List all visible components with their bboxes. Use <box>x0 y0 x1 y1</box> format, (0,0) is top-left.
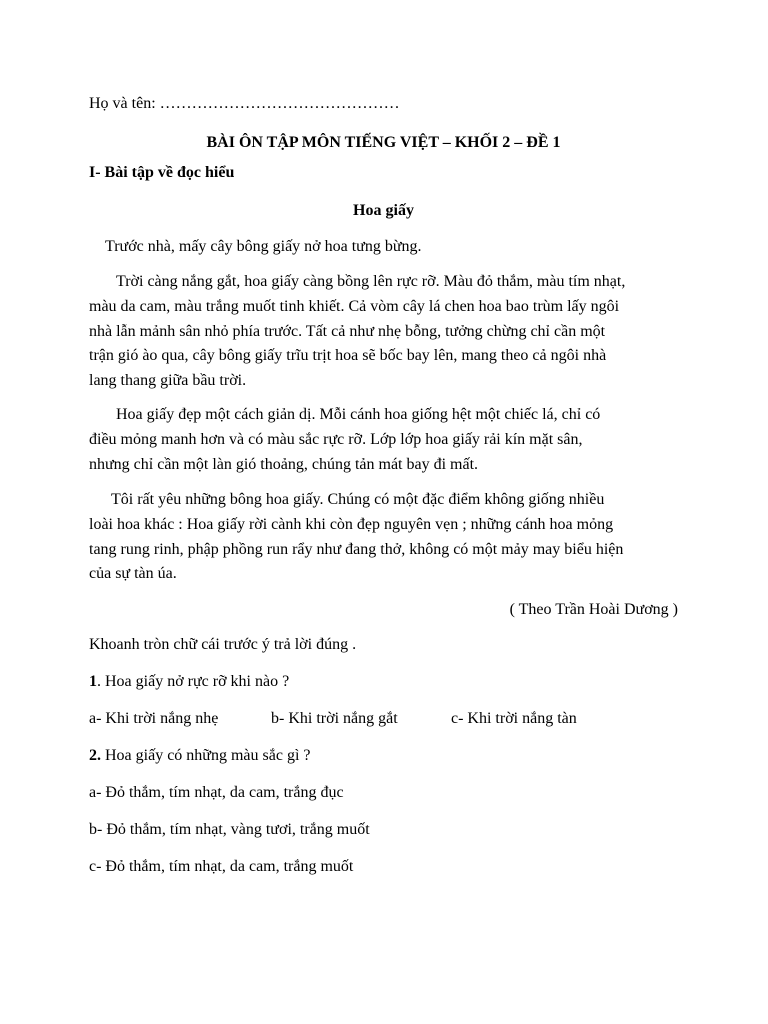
q1-option-c: c- Khi trời nắng tàn <box>451 710 577 727</box>
paragraph-line: lang thang giữa bầu trời. <box>89 372 247 390</box>
paragraph-line: của sự tàn úa. <box>89 565 177 583</box>
paragraph-line: nhưng chỉ cần một làn gió thoảng, chúng tản mát bay đi mất. <box>89 455 479 473</box>
section-heading: I- Bài tập về đọc hiểu <box>89 164 235 181</box>
q2-option-c: c- Đỏ thắm, tím nhạt, da cam, trắng muốt <box>89 858 354 875</box>
paragraph-line: tang rung rinh, phập phồng run rẩy như đang thở, không có một mảy may biểu hiện <box>89 540 624 558</box>
paragraph-line: trận gió ào qua, cây bông giấy trĩu trịt hoa sẽ bốc bay lên, mang theo cả ngôi nhà <box>89 347 607 365</box>
q2-option-b: b- Đỏ thắm, tím nhạt, vàng tươi, trắng muốt <box>89 821 370 838</box>
student-name-line: Họ và tên: ……………………………………… <box>89 95 400 112</box>
paragraph-line: điều mỏng manh hơn và có màu sắc rực rỡ. Lớp lớp hoa giấy rải kín mặt sân, <box>89 430 583 448</box>
passage-paragraph-2 <box>89 403 679 477</box>
paragraph-line: màu da cam, màu trắng muốt tinh khiết. Cả vòm cây lá chen hoa bao trùm lấy ngôi <box>89 297 620 315</box>
passage-title: Hoa giấy <box>353 202 414 219</box>
passage-intro: Trước nhà, mấy cây bông giấy nở hoa tưng bừng. <box>105 238 422 255</box>
question-2 <box>89 744 678 768</box>
question-1 <box>89 670 678 694</box>
passage-paragraph-3 <box>89 488 679 587</box>
q2-option-a: a- Đỏ thắm, tím nhạt, da cam, trắng đục <box>89 784 344 801</box>
question-1-number: 1 <box>89 673 97 690</box>
q1-option-b: b- Khi trời nắng gắt <box>271 710 398 727</box>
document-title: BÀI ÔN TẬP MÔN TIẾNG VIỆT – KHỐI 2 – ĐỀ 1 <box>206 134 561 151</box>
paragraph-line: Tôi rất yêu những bông hoa giấy. Chúng có một đặc điểm không giống nhiều <box>111 491 605 508</box>
question-2-number: 2. <box>89 747 101 764</box>
passage-paragraph-1 <box>89 270 679 394</box>
passage-source: ( Theo Trần Hoài Dương ) <box>509 601 678 618</box>
question-1-text: . Hoa giấy nở rực rỡ khi nào ? <box>97 673 290 690</box>
paragraph-line: Hoa giấy đẹp một cách giản dị. Mỗi cánh hoa giống hệt một chiếc lá, chỉ có <box>116 406 601 423</box>
paragraph-line: loài hoa khác : Hoa giấy rời cành khi còn đẹp nguyên vẹn ; những cánh hoa mỏng <box>89 515 614 533</box>
q1-option-a: a- Khi trời nắng nhẹ <box>89 710 219 727</box>
paragraph-line: Trời càng nắng gắt, hoa giấy càng bồng lên rực rỡ. Màu đỏ thắm, màu tím nhạt, <box>116 273 626 290</box>
question-instruction: Khoanh tròn chữ cái trước ý trả lời đúng . <box>89 636 357 653</box>
paragraph-line: nhà lẫn mảnh sân nhỏ phía trước. Tất cả như nhẹ bỗng, tưởng chừng chỉ cần một <box>89 322 606 340</box>
question-2-text: Hoa giấy có những màu sắc gì ? <box>101 747 311 764</box>
